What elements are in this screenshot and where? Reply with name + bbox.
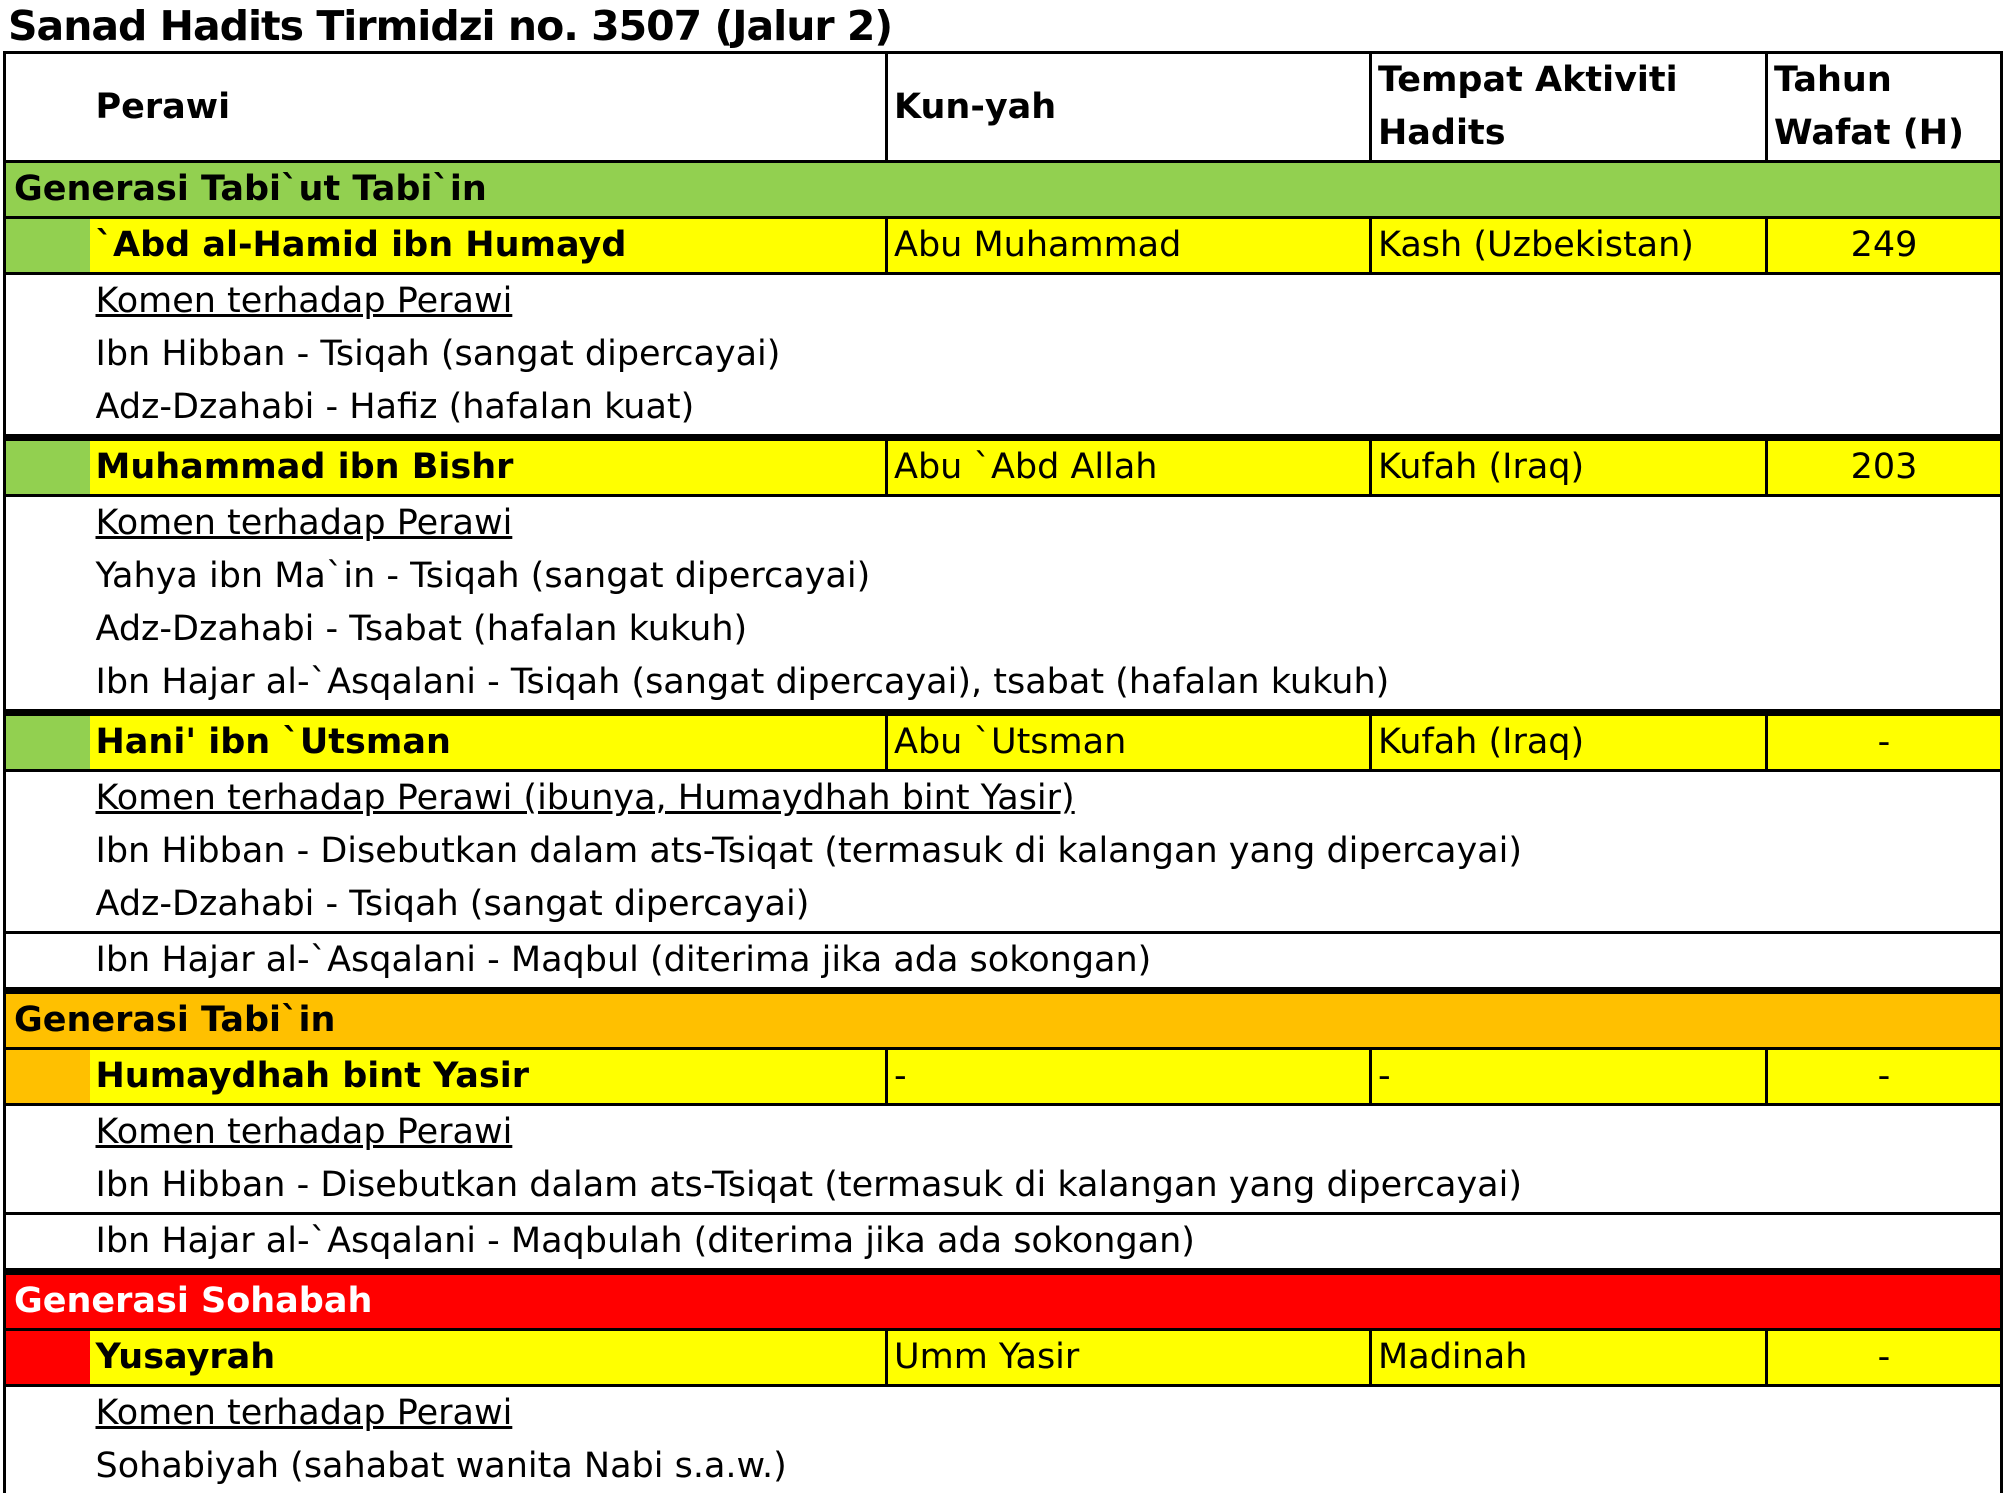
narrator-kunyah: - [887,1049,1371,1105]
generation-swatch [5,218,90,274]
comment-row [5,1386,2002,1441]
comment-indent [5,1440,90,1493]
header-tahun: Tahun Wafat (H) [1767,53,2002,162]
generation-label: Generasi Sohabah [5,1272,2002,1330]
comment-row [5,1105,2002,1160]
comment-row [5,933,2002,991]
generation-swatch [5,438,90,496]
sanad-table [3,51,2003,1493]
narrator-name: Muhammad ibn Bishr [90,438,887,496]
header-spacer [5,53,90,162]
narrator-name: Humaydhah bint Yasir [90,1049,887,1105]
narrator-tempat: Kash (Uzbekistan) [1371,218,1767,274]
comment-indent [5,1214,90,1272]
comment-row [5,328,2002,381]
narrator-kunyah: Abu `Utsman [887,713,1371,771]
comment-row [5,656,2002,713]
comment-row [5,1214,2002,1272]
generation-row-tabiut-tabiin [5,162,2002,218]
comment-text: Ibn Hajar al-`Asqalani - Tsiqah (sangat dipercayai), tsabat (hafalan kukuh) [90,656,2002,713]
narrator-tahun: - [1767,713,2002,771]
comment-heading: Komen terhadap Perawi [90,496,2002,551]
comment-indent [5,825,90,878]
comment-row [5,603,2002,656]
narrator-tahun: - [1767,1049,2002,1105]
comment-indent [5,1386,90,1441]
comment-row [5,381,2002,438]
generation-label: Generasi Tabi`ut Tabi`in [5,162,2002,218]
comment-heading: Komen terhadap Perawi (ibunya, Humaydhah bint Yasir) [90,771,2002,826]
comment-indent [5,933,90,991]
narrator-tahun: 203 [1767,438,2002,496]
narrator-row [5,1049,2002,1105]
comment-row [5,825,2002,878]
comment-text: Ibn Hibban - Tsiqah (sangat dipercayai) [90,328,2002,381]
comment-indent [5,1105,90,1160]
narrator-tempat: Kufah (Iraq) [1371,438,1767,496]
narrator-row [5,713,2002,771]
generation-swatch [5,1330,90,1386]
comment-text: Ibn Hibban - Disebutkan dalam ats-Tsiqat (termasuk di kalangan yang dipercayai) [90,1159,2002,1214]
page-title: Sanad Hadits Tirmidzi no. 3507 (Jalur 2) [8,2,893,50]
comment-indent [5,603,90,656]
generation-swatch [5,1049,90,1105]
narrator-kunyah: Abu `Abd Allah [887,438,1371,496]
narrator-row [5,218,2002,274]
generation-label: Generasi Tabi`in [5,991,2002,1049]
comment-row [5,1159,2002,1214]
comment-indent [5,381,90,438]
comment-indent [5,496,90,551]
comment-row [5,1440,2002,1493]
generation-row-sohabah [5,1272,2002,1330]
comment-text: Ibn Hibban - Disebutkan dalam ats-Tsiqat (termasuk di kalangan yang dipercayai) [90,825,2002,878]
comment-row [5,550,2002,603]
comment-indent [5,550,90,603]
comment-text: Adz-Dzahabi - Hafiz (hafalan kuat) [90,381,2002,438]
comment-heading: Komen terhadap Perawi [90,274,2002,329]
narrator-row [5,1330,2002,1386]
header-kunyah: Kun-yah [887,53,1371,162]
narrator-tahun: 249 [1767,218,2002,274]
comment-text: Adz-Dzahabi - Tsiqah (sangat dipercayai) [90,878,2002,933]
comment-text: Ibn Hajar al-`Asqalani - Maqbulah (diterima jika ada sokongan) [90,1214,2002,1272]
comment-indent [5,328,90,381]
narrator-tahun: - [1767,1330,2002,1386]
comment-text: Sohabiyah (sahabat wanita Nabi s.a.w.) [90,1440,2002,1493]
narrator-name: `Abd al-Hamid ibn Humayd [90,218,887,274]
narrator-kunyah: Umm Yasir [887,1330,1371,1386]
narrator-name: Hani' ibn `Utsman [90,713,887,771]
comment-row [5,274,2002,329]
narrator-tempat: Kufah (Iraq) [1371,713,1767,771]
comment-heading: Komen terhadap Perawi [90,1386,2002,1441]
comment-indent [5,274,90,329]
comment-row [5,771,2002,826]
generation-swatch [5,713,90,771]
comment-heading: Komen terhadap Perawi [90,1105,2002,1160]
header-tempat: Tempat Aktiviti Hadits [1371,53,1767,162]
narrator-tempat: Madinah [1371,1330,1767,1386]
comment-text: Ibn Hajar al-`Asqalani - Maqbul (diterima jika ada sokongan) [90,933,2002,991]
comment-indent [5,878,90,933]
comment-indent [5,771,90,826]
comment-indent [5,656,90,713]
narrator-kunyah: Abu Muhammad [887,218,1371,274]
comment-text: Yahya ibn Ma`in - Tsiqah (sangat dipercayai) [90,550,2002,603]
comment-row [5,496,2002,551]
comment-text: Adz-Dzahabi - Tsabat (hafalan kukuh) [90,603,2002,656]
header-perawi: Perawi [90,53,887,162]
comment-row [5,878,2002,933]
comment-indent [5,1159,90,1214]
generation-row-tabiin [5,991,2002,1049]
narrator-name: Yusayrah [90,1330,887,1386]
table-header-row [5,53,2002,162]
narrator-row [5,438,2002,496]
narrator-tempat: - [1371,1049,1767,1105]
